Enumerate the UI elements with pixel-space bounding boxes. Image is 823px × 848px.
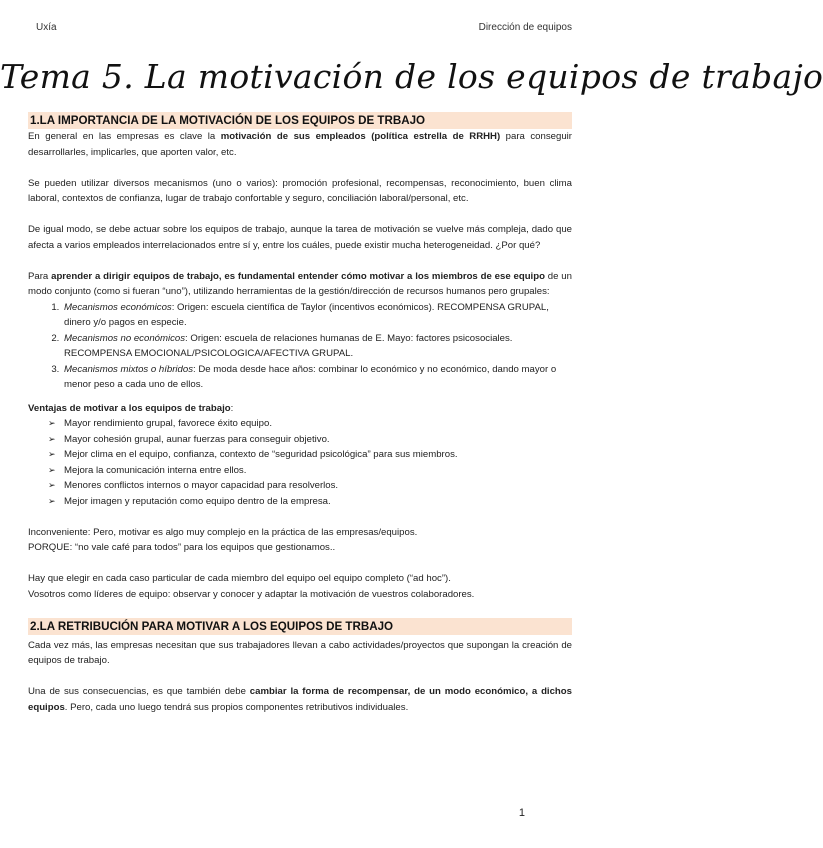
text-run-bold: Ventajas de motivar a los equipos de trabajo <box>28 402 231 414</box>
paragraph-1 <box>28 129 572 160</box>
text-run: para conseguir desarrollarles, implicarles, que aporten valor, etc. <box>28 131 572 158</box>
text-run: En general en las empresas es clave la <box>28 131 221 142</box>
paragraph-8: Vosotros como líderes de equipo: observar y conocer y adaptar la motivación de vuestros colaboradores. <box>28 588 475 600</box>
list-item <box>48 463 572 479</box>
list-item-text: Mejora la comunicación interna entre ellos. <box>64 464 247 476</box>
list-item <box>48 416 572 432</box>
text-run-bold: aprender a dirigir equipos de trabajo, es fundamental entender cómo motivar a los miembros de ese equipo <box>51 270 545 282</box>
arrow-bullet-icon: ➢ <box>48 495 56 506</box>
paragraph-5: Inconveniente: Pero, motivar es algo muy complejo en la práctica de las empresas/equipos. <box>28 526 418 538</box>
text-run: Una de sus consecuencias, es que también debe <box>28 686 250 697</box>
list-item-label: Mecanismos mixtos o híbridos <box>64 363 194 375</box>
arrow-bullet-icon: ➢ <box>48 418 56 428</box>
arrow-bullet-icon: ➢ <box>48 449 56 459</box>
list-item <box>48 432 572 448</box>
text-run-bold: motivación de sus empleados (política estrella de RRHH) <box>220 131 501 142</box>
list-item <box>48 494 572 510</box>
list-item <box>62 331 572 362</box>
list-item-text: Mejor clima en el equipo, confianza, contexto de “seguridad psicológica” para sus miembros. <box>64 449 458 460</box>
paragraph-6: PORQUE: “no vale café para todos” para los equipos que gestionamos.. <box>28 542 336 553</box>
header-subject: Dirección de equipos <box>478 22 572 33</box>
paragraph-10 <box>28 684 572 715</box>
mechanisms-list <box>28 300 572 393</box>
list-item-text: Menores conflictos internos o mayor capacidad para resolverlos. <box>64 480 339 491</box>
advantages-list <box>28 416 572 509</box>
text-run: : <box>230 402 234 414</box>
text-run-bold: cambiar la forma de recompensar, de un modo económico, a dichos equipos <box>28 686 572 713</box>
text-run: de un modo conjunto (como si fueran “uno”), utilizando herramientas de la gestión/dirección de recursos humanos pero grupales: <box>28 270 572 297</box>
list-item <box>62 362 572 393</box>
page-number: 1 <box>518 807 525 819</box>
header-author: Uxía <box>36 22 57 33</box>
section-2-heading: 2.LA RETRIBUCIÓN PARA MOTIVAR A LOS EQUIPOS DE TRBAJO <box>28 618 572 635</box>
paragraph-7: Hay que elegir en cada caso particular de cada miembro del equipo oel equipo completo (“ad hoc”). <box>28 573 451 584</box>
arrow-bullet-icon: ➢ <box>48 464 56 475</box>
arrow-bullet-icon: ➢ <box>48 433 56 444</box>
list-item-text: Mayor cohesión grupal, aunar fuerzas para conseguir objetivo. <box>64 433 330 445</box>
page-title: Tema 5. La motivación de los equipos de trabajo <box>0 57 823 96</box>
advantages-title <box>28 401 572 417</box>
paragraph-2: Se pueden utilizar diversos mecanismos (uno o varios): promoción profesional, recompensas, reconocimiento, buen clima laboral, contextos de confianza, lugar de trabajo confortable y seguro, conciliación laboral/personal, etc. <box>28 177 572 204</box>
section-1-heading: 1.LA IMPORTANCIA DE LA MOTIVACIÓN DE LOS EQUIPOS DE TRBAJO <box>28 112 572 129</box>
document-body <box>28 112 572 715</box>
list-item-text: : Origen: escuela científica de Taylor (incentivos económicos). RECOMPENSA GRUPAL, dinero y/o pagos en especie. <box>64 301 549 328</box>
list-item-text: Mayor rendimiento grupal, favorece éxito equipo. <box>64 418 272 429</box>
list-item <box>62 300 572 331</box>
list-item-text: : Origen: escuela de relaciones humanas de E. Mayo: factores psicosociales. RECOMPENSA EMOCIONAL/PSICOLOGICA/AFECTIVA GRUPAL. <box>64 332 513 359</box>
arrow-bullet-icon: ➢ <box>48 480 56 490</box>
paragraph-9: Cada vez más, las empresas necesitan que sus trabajadores llevan a cabo actividades/proyectos que supongan la creación de equipos de trabajo. <box>28 639 572 666</box>
text-run: Para <box>28 270 52 282</box>
list-item <box>48 447 572 463</box>
paragraph-4 <box>28 269 572 300</box>
list-item <box>48 478 572 494</box>
text-run: . Pero, cada uno luego tendrá sus propios componentes retributivos individuales. <box>64 701 409 713</box>
list-item-text: Mejor imagen y reputación como equipo dentro de la empresa. <box>64 495 331 507</box>
paragraph-3: De igual modo, se debe actuar sobre los equipos de trabajo, aunque la tarea de motivación se vuelve más compleja, dado que afecta a varios empleados interrelacionados entre sí y, entre los cuáles, puede existir mucha heterogeneidad. ¿Por qué? <box>28 224 572 251</box>
list-item-text: : De moda desde hace años: combinar lo económico y no económico, dando mayor o menor peso a cada uno de ellos. <box>64 363 557 390</box>
list-item-label: Mecanismos no económicos <box>64 332 186 344</box>
list-item-label: Mecanismos económicos <box>64 301 172 313</box>
